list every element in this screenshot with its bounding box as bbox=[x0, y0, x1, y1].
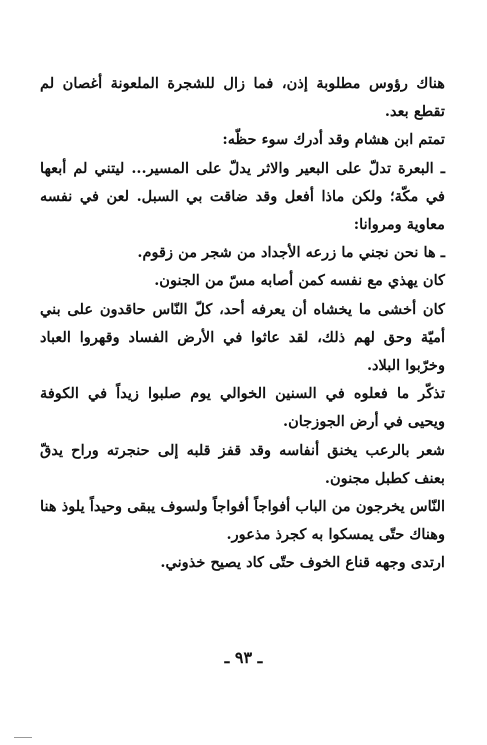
paragraph-5: كان يهذي مع نفسه كمن أصابه مسّ من الجنون. bbox=[154, 272, 445, 290]
paragraph-3: ـ البعرة تدلّ على البعير والاثر يدلّ على المسير... ليتني لم أبعها في مكّة؛ ولكن ماذا أفعل وقد ضاقت بي السبل. لعن في نفسه معاوية ومروانا: bbox=[40, 159, 445, 234]
paragraph-6: كان أخشى ما يخشاه أن يعرفه أحد، كلّ النّاس حاقدون على بني أميّة وحق لهم ذلك، لقد عاثوا في الأرض الفساد وقهروا العباد وخرّبوا البلاد. bbox=[40, 300, 445, 375]
page-number: ـ ٩٣ ـ bbox=[224, 648, 263, 667]
body-text bbox=[40, 70, 445, 578]
paragraph-7: تذكّر ما فعلوه في السنين الخوالي يوم صلبوا زيداً في الكوفة ويحيى في أرض الجوزجان. bbox=[40, 385, 445, 431]
paragraph-4: ـ ها نحن نجني ما زرعه الأجداد من شجر من زقوم. bbox=[137, 244, 445, 262]
paragraph-1: هناك رؤوس مطلوبة إذن، فما زال للشجرة الملعونة أغصان لم تقطع بعد. bbox=[40, 75, 445, 121]
scan-edge-mark bbox=[14, 737, 32, 738]
paragraph-2: تمتم ابن هشام وقد أدرك سوء حظّه: bbox=[222, 131, 445, 149]
paragraph-10: ارتدى وجهه قناع الخوف حتّى كاد يصيح خذوني. bbox=[160, 554, 445, 572]
paragraph-9: النّاس يخرجون من الباب أفواجاً أفواجاً ولسوف يبقى وحيداً يلوذ هنا وهناك حتّى يمسكوا به كجرذ مذعور. bbox=[40, 498, 445, 544]
paragraph-8: شعر بالرعب يخنق أنفاسه وقد قفز قلبه إلى حنجرته وراح يدقّ بعنف كطبل مجنون. bbox=[40, 441, 445, 487]
